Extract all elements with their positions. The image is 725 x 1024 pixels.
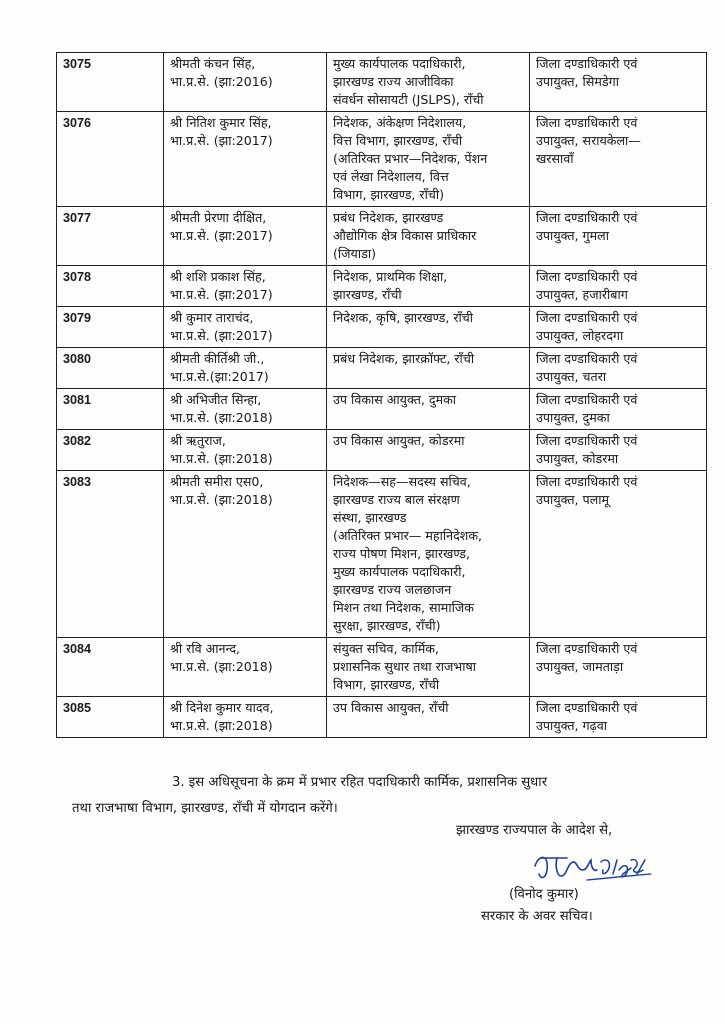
cell-officer-name-line: श्री नितिश कुमार सिंह, (170, 115, 272, 130)
cell-current-post-line: संवर्धन सोसायटी (JSLPS), राँची (333, 92, 484, 107)
cell-current-post-line: निदेशक, कृषि, झारखण्ड, राँची (333, 310, 474, 325)
cell-current-post (327, 638, 530, 697)
cell-officer-name-line: श्री दिनेश कुमार यादव, (170, 700, 274, 715)
cell-current-post (327, 266, 530, 307)
cell-new-post-line: जिला दण्डाधिकारी एवं (536, 392, 638, 407)
cell-new-post-line: जिला दण्डाधिकारी एवं (536, 56, 638, 71)
cell-new-post-line: जिला दण्डाधिकारी एवं (536, 269, 638, 284)
cell-current-post-line: विभाग, झारखण्ड, राँची) (333, 187, 445, 202)
cell-current-post-line: राज्य पोषण मिशन, झारखण्ड, (333, 546, 471, 561)
cell-new-post-line: उपायुक्त, गढ़वा (536, 718, 607, 733)
clause-3-line-1: 3. इस अधिसूचना के क्रम में प्रभार रहित पदाधिकारी कार्मिक, प्रशासनिक सुधार (172, 775, 548, 790)
cell-current-post-line: उप विकास आयुक्त, दुमका (333, 392, 457, 407)
cell-serial-number: 3084 (57, 638, 164, 697)
cell-officer-name (164, 638, 327, 697)
cell-officer-name-line: भा.प्र.से. (झा:2016) (170, 74, 273, 89)
cell-current-post (327, 207, 530, 266)
cell-new-post-line: जिला दण्डाधिकारी एवं (536, 210, 638, 225)
table-row (57, 638, 707, 697)
cell-current-post-line: वित्त विभाग, झारखण्ड, राँची (333, 133, 463, 148)
cell-officer-name-line: भा.प्र.से. (झा:2018) (170, 410, 273, 425)
table-row (57, 53, 707, 112)
cell-serial-number: 3077 (57, 207, 164, 266)
cell-new-post-line: जिला दण्डाधिकारी एवं (536, 433, 638, 448)
cell-officer-name-line: श्री ऋतुराज, (170, 433, 226, 448)
cell-new-post-line: उपायुक्त, हजारीबाग (536, 287, 628, 302)
cell-officer-name (164, 53, 327, 112)
table-row (57, 471, 707, 638)
cell-current-post-line: मिशन तथा निदेशक, सामाजिक (333, 600, 474, 615)
cell-officer-name-line: भा.प्र.से. (झा:2017) (170, 133, 273, 148)
cell-current-post-line: संयुक्त सचिव, कार्मिक, (333, 641, 439, 656)
cell-new-post (530, 389, 707, 430)
cell-new-post (530, 638, 707, 697)
cell-current-post-line: झारखण्ड, राँची (333, 287, 402, 302)
governor-order-line: झारखण्ड राज्यपाल के आदेश से, (456, 823, 613, 838)
cell-officer-name-line: भा.प्र.से. (झा:2018) (170, 451, 273, 466)
cell-current-post-line: झारखण्ड राज्य जलछाजन (333, 582, 452, 597)
signatory-designation: सरकार के अवर सचिव। (481, 909, 593, 924)
cell-officer-name-line: भा.प्र.से. (झा:2018) (170, 718, 273, 733)
cell-new-post-line: उपायुक्त, लोहरदगा (536, 328, 624, 343)
cell-new-post-line: उपायुक्त, सिमडेगा (536, 74, 619, 89)
cell-new-post (530, 266, 707, 307)
clause-3-line-2: तथा राजभाषा विभाग, झारखण्ड, राँची में योगदान करेंगे। (72, 801, 338, 816)
cell-new-post (530, 697, 707, 738)
cell-new-post-line: जिला दण्डाधिकारी एवं (536, 474, 638, 489)
cell-new-post-line: उपायुक्त, कोडरमा (536, 451, 619, 466)
table-row (57, 430, 707, 471)
table-row (57, 697, 707, 738)
cell-serial-number: 3085 (57, 697, 164, 738)
cell-officer-name-line: भा.प्र.से.(झा:2017) (170, 369, 269, 384)
cell-new-post-line: जिला दण्डाधिकारी एवं (536, 351, 638, 366)
cell-officer-name (164, 389, 327, 430)
cell-current-post-line: विभाग, झारखण्ड, राँची (333, 677, 440, 692)
table-row (57, 266, 707, 307)
cell-new-post (530, 207, 707, 266)
cell-officer-name (164, 430, 327, 471)
cell-new-post (530, 307, 707, 348)
cell-officer-name (164, 112, 327, 207)
cell-current-post-line: एवं लेखा निदेशालय, वित्त (333, 169, 449, 184)
cell-current-post-line: औद्योगिक क्षेत्र विकास प्राधिकार (333, 228, 477, 243)
cell-current-post (327, 697, 530, 738)
cell-new-post-line: उपायुक्त, चतरा (536, 369, 607, 384)
cell-officer-name-line: श्रीमती कंचन सिंह, (170, 56, 256, 71)
cell-current-post (327, 471, 530, 638)
cell-new-post-line: जिला दण्डाधिकारी एवं (536, 700, 638, 715)
cell-serial-number: 3076 (57, 112, 164, 207)
cell-officer-name-line: भा.प्र.से. (झा:2018) (170, 659, 273, 674)
cell-officer-name-line: श्रीमती समीरा एस0, (170, 474, 264, 489)
cell-current-post-line: निदेशक, अंकेक्षण निदेशालय, (333, 115, 467, 130)
cell-new-post-line: उपायुक्त, गुमला (536, 228, 609, 243)
cell-current-post (327, 430, 530, 471)
cell-serial-number: 3079 (57, 307, 164, 348)
cell-current-post (327, 389, 530, 430)
cell-current-post-line: (जियाडा) (333, 246, 376, 261)
cell-officer-name-line: श्रीमती प्रेरणा दीक्षित, (170, 210, 267, 225)
cell-officer-name (164, 266, 327, 307)
cell-current-post-line: उप विकास आयुक्त, राँची (333, 700, 449, 715)
cell-new-post-line: उपायुक्त, जामताड़ा (536, 659, 624, 674)
cell-officer-name (164, 697, 327, 738)
cell-current-post (327, 53, 530, 112)
cell-officer-name-line: श्रीमती कीर्तिश्री जी., (170, 351, 265, 366)
cell-serial-number: 3075 (57, 53, 164, 112)
cell-officer-name (164, 348, 327, 389)
cell-officer-name (164, 207, 327, 266)
posting-table-body (57, 53, 707, 738)
cell-current-post-line: मुख्य कार्यपालक पदाधिकारी, (333, 56, 466, 71)
cell-new-post (530, 53, 707, 112)
cell-new-post-line: उपायुक्त, दुमका (536, 410, 610, 425)
cell-officer-name (164, 307, 327, 348)
cell-serial-number: 3081 (57, 389, 164, 430)
cell-current-post-line: झारखण्ड राज्य आजीविका (333, 74, 454, 89)
cell-new-post-line: जिला दण्डाधिकारी एवं (536, 641, 638, 656)
clause-3-paragraph (72, 770, 692, 822)
cell-current-post (327, 112, 530, 207)
table-row (57, 112, 707, 207)
signatory-name: (विनोद कुमार) (509, 887, 579, 902)
cell-officer-name-line: श्री रवि आनन्द, (170, 641, 241, 656)
cell-serial-number: 3083 (57, 471, 164, 638)
table-row (57, 389, 707, 430)
cell-current-post-line: प्रबंध निदेशक, झारखण्ड (333, 210, 444, 225)
cell-new-post-line: खरसावाँ (536, 151, 574, 166)
cell-officer-name-line: भा.प्र.से. (झा:2017) (170, 328, 273, 343)
cell-new-post-line: उपायुक्त, पलामू (536, 492, 610, 507)
cell-current-post-line: संस्था, झारखण्ड (333, 510, 407, 525)
cell-current-post-line: निदेशक—सह—सदस्य सचिव, (333, 474, 471, 489)
cell-serial-number: 3080 (57, 348, 164, 389)
cell-current-post-line: (अतिरिक्त प्रभार— महानिदेशक, (333, 528, 483, 543)
cell-new-post (530, 430, 707, 471)
cell-current-post-line: सुरक्षा, झारखण्ड, राँची) (333, 618, 441, 633)
posting-table (56, 52, 707, 738)
cell-current-post (327, 307, 530, 348)
table-row (57, 207, 707, 266)
cell-officer-name-line: भा.प्र.से. (झा:2017) (170, 228, 273, 243)
cell-current-post-line: प्रशासनिक सुधार तथा राजभाषा (333, 659, 477, 674)
table-row (57, 348, 707, 389)
cell-current-post (327, 348, 530, 389)
cell-new-post (530, 348, 707, 389)
cell-current-post-line: उप विकास आयुक्त, कोडरमा (333, 433, 465, 448)
cell-new-post-line: जिला दण्डाधिकारी एवं (536, 310, 638, 325)
cell-current-post-line: मुख्य कार्यपालक पदाधिकारी, (333, 564, 466, 579)
cell-new-post (530, 112, 707, 207)
cell-officer-name-line: श्री शशि प्रकाश सिंह, (170, 269, 266, 284)
cell-current-post-line: झारखण्ड राज्य बाल संरक्षण (333, 492, 460, 507)
cell-officer-name-line: श्री कुमार ताराचंद, (170, 310, 254, 325)
cell-officer-name-line: श्री अभिजीत सिन्हा, (170, 392, 262, 407)
cell-serial-number: 3082 (57, 430, 164, 471)
cell-current-post-line: निदेशक, प्राथमिक शिक्षा, (333, 269, 448, 284)
cell-officer-name-line: भा.प्र.से. (झा:2017) (170, 287, 273, 302)
table-row (57, 307, 707, 348)
cell-new-post (530, 471, 707, 638)
cell-officer-name (164, 471, 327, 638)
cell-current-post-line: प्रबंध निदेशक, झारक्रॉफ्ट, राँची (333, 351, 475, 366)
cell-serial-number: 3078 (57, 266, 164, 307)
cell-current-post-line: (अतिरिक्त प्रभार—निदेशक, पेंशन (333, 151, 488, 166)
cell-new-post-line: उपायुक्त, सरायकेला— (536, 133, 641, 148)
cell-officer-name-line: भा.प्र.से. (झा:2018) (170, 492, 273, 507)
cell-new-post-line: जिला दण्डाधिकारी एवं (536, 115, 638, 130)
